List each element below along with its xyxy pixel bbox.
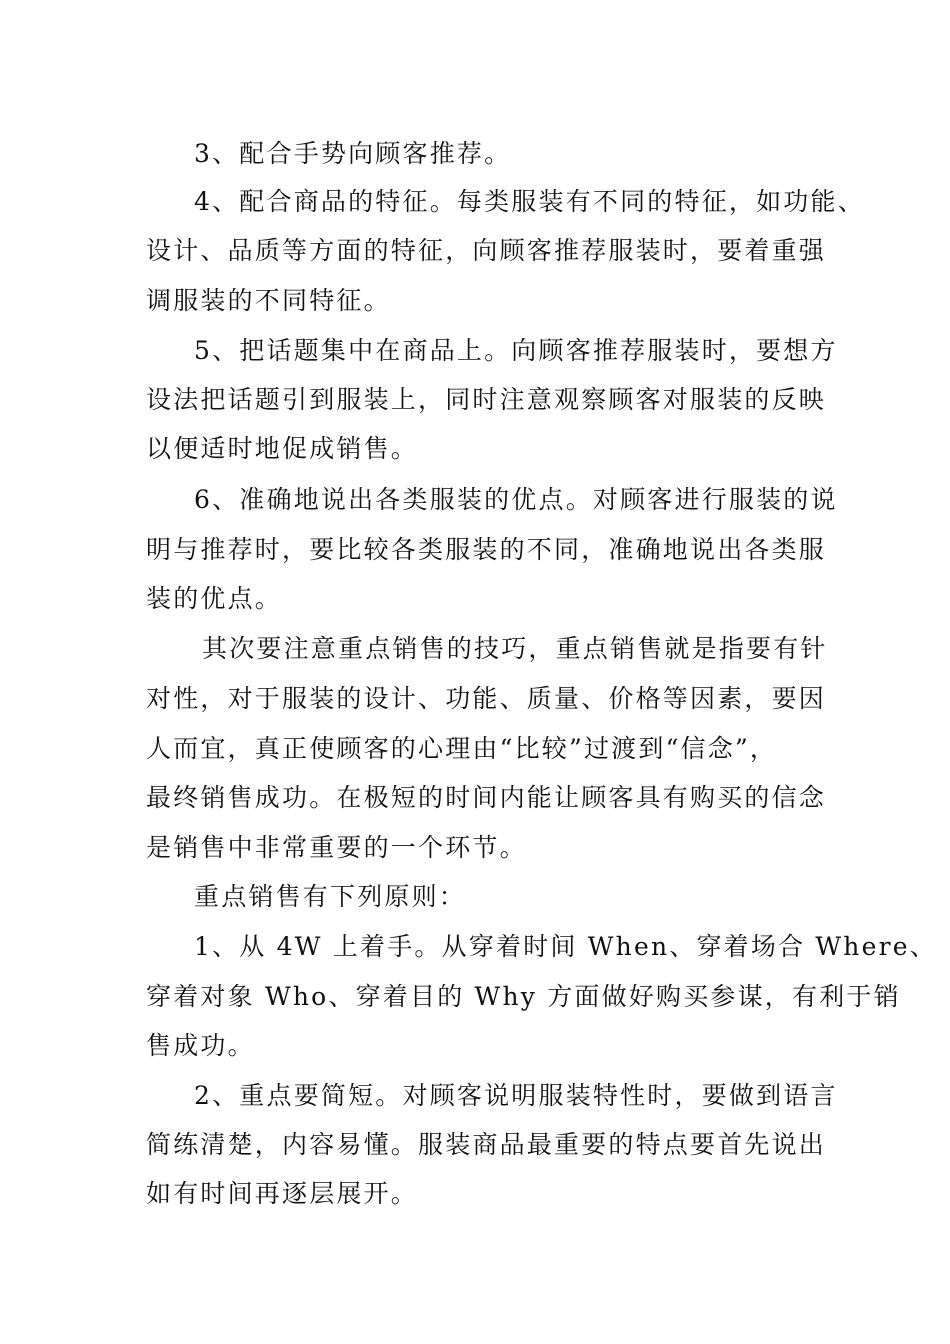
text-line: 明与推荐时，要比较各类服装的不同，准确地说出各类服 [146,535,827,564]
text-line: 设法把话题引到服装上，同时注意观察顾客对服装的反映 [146,385,827,414]
text-line: 4、配合商品的特征。每类服装有不同的特征，如功能、 [194,187,865,216]
text-line: 对性，对于服装的设计、功能、质量、价格等因素，要因 [146,684,827,713]
text-line: 调服装的不同特征。 [146,286,391,315]
text-line: 人而宜，真正使顾客的心理由“比较”过渡到“信念”， [146,734,778,763]
text-line: 以便适时地促成销售。 [146,434,419,463]
text-line: 设计、品质等方面的特征，向顾客推荐服装时，要着重强 [146,236,827,265]
text-line: 1、从 4W 上着手。从穿着时间 When、穿着场合 Where、 [194,932,937,961]
text-line: 其次要注意重点销售的技巧，重点销售就是指要有针 [202,634,828,663]
text-line: 穿着对象 Who、穿着目的 Why 方面做好购买参谋，有利于销 [146,982,901,1011]
text-line: 售成功。 [146,1031,255,1060]
text-line: 如有时间再逐层展开。 [146,1179,419,1208]
text-line: 是销售中非常重要的一个环节。 [146,833,527,862]
text-line: 最终销售成功。在极短的时间内能让顾客具有购买的信念 [146,783,827,812]
text-line: 2、重点要简短。对顾客说明服装特性时，要做到语言 [194,1081,838,1110]
text-line: 3、配合手势向顾客推荐。 [194,139,512,168]
text-line: 重点销售有下列原则： [194,882,467,911]
text-line: 6、准确地说出各类服装的优点。对顾客进行服装的说 [194,485,838,514]
text-line: 装的优点。 [146,584,283,613]
text-line: 5、把话题集中在商品上。向顾客推荐服装时，要想方 [194,336,838,365]
text-line: 简练清楚，内容易懂。服装商品最重要的特点要首先说出 [146,1130,827,1159]
